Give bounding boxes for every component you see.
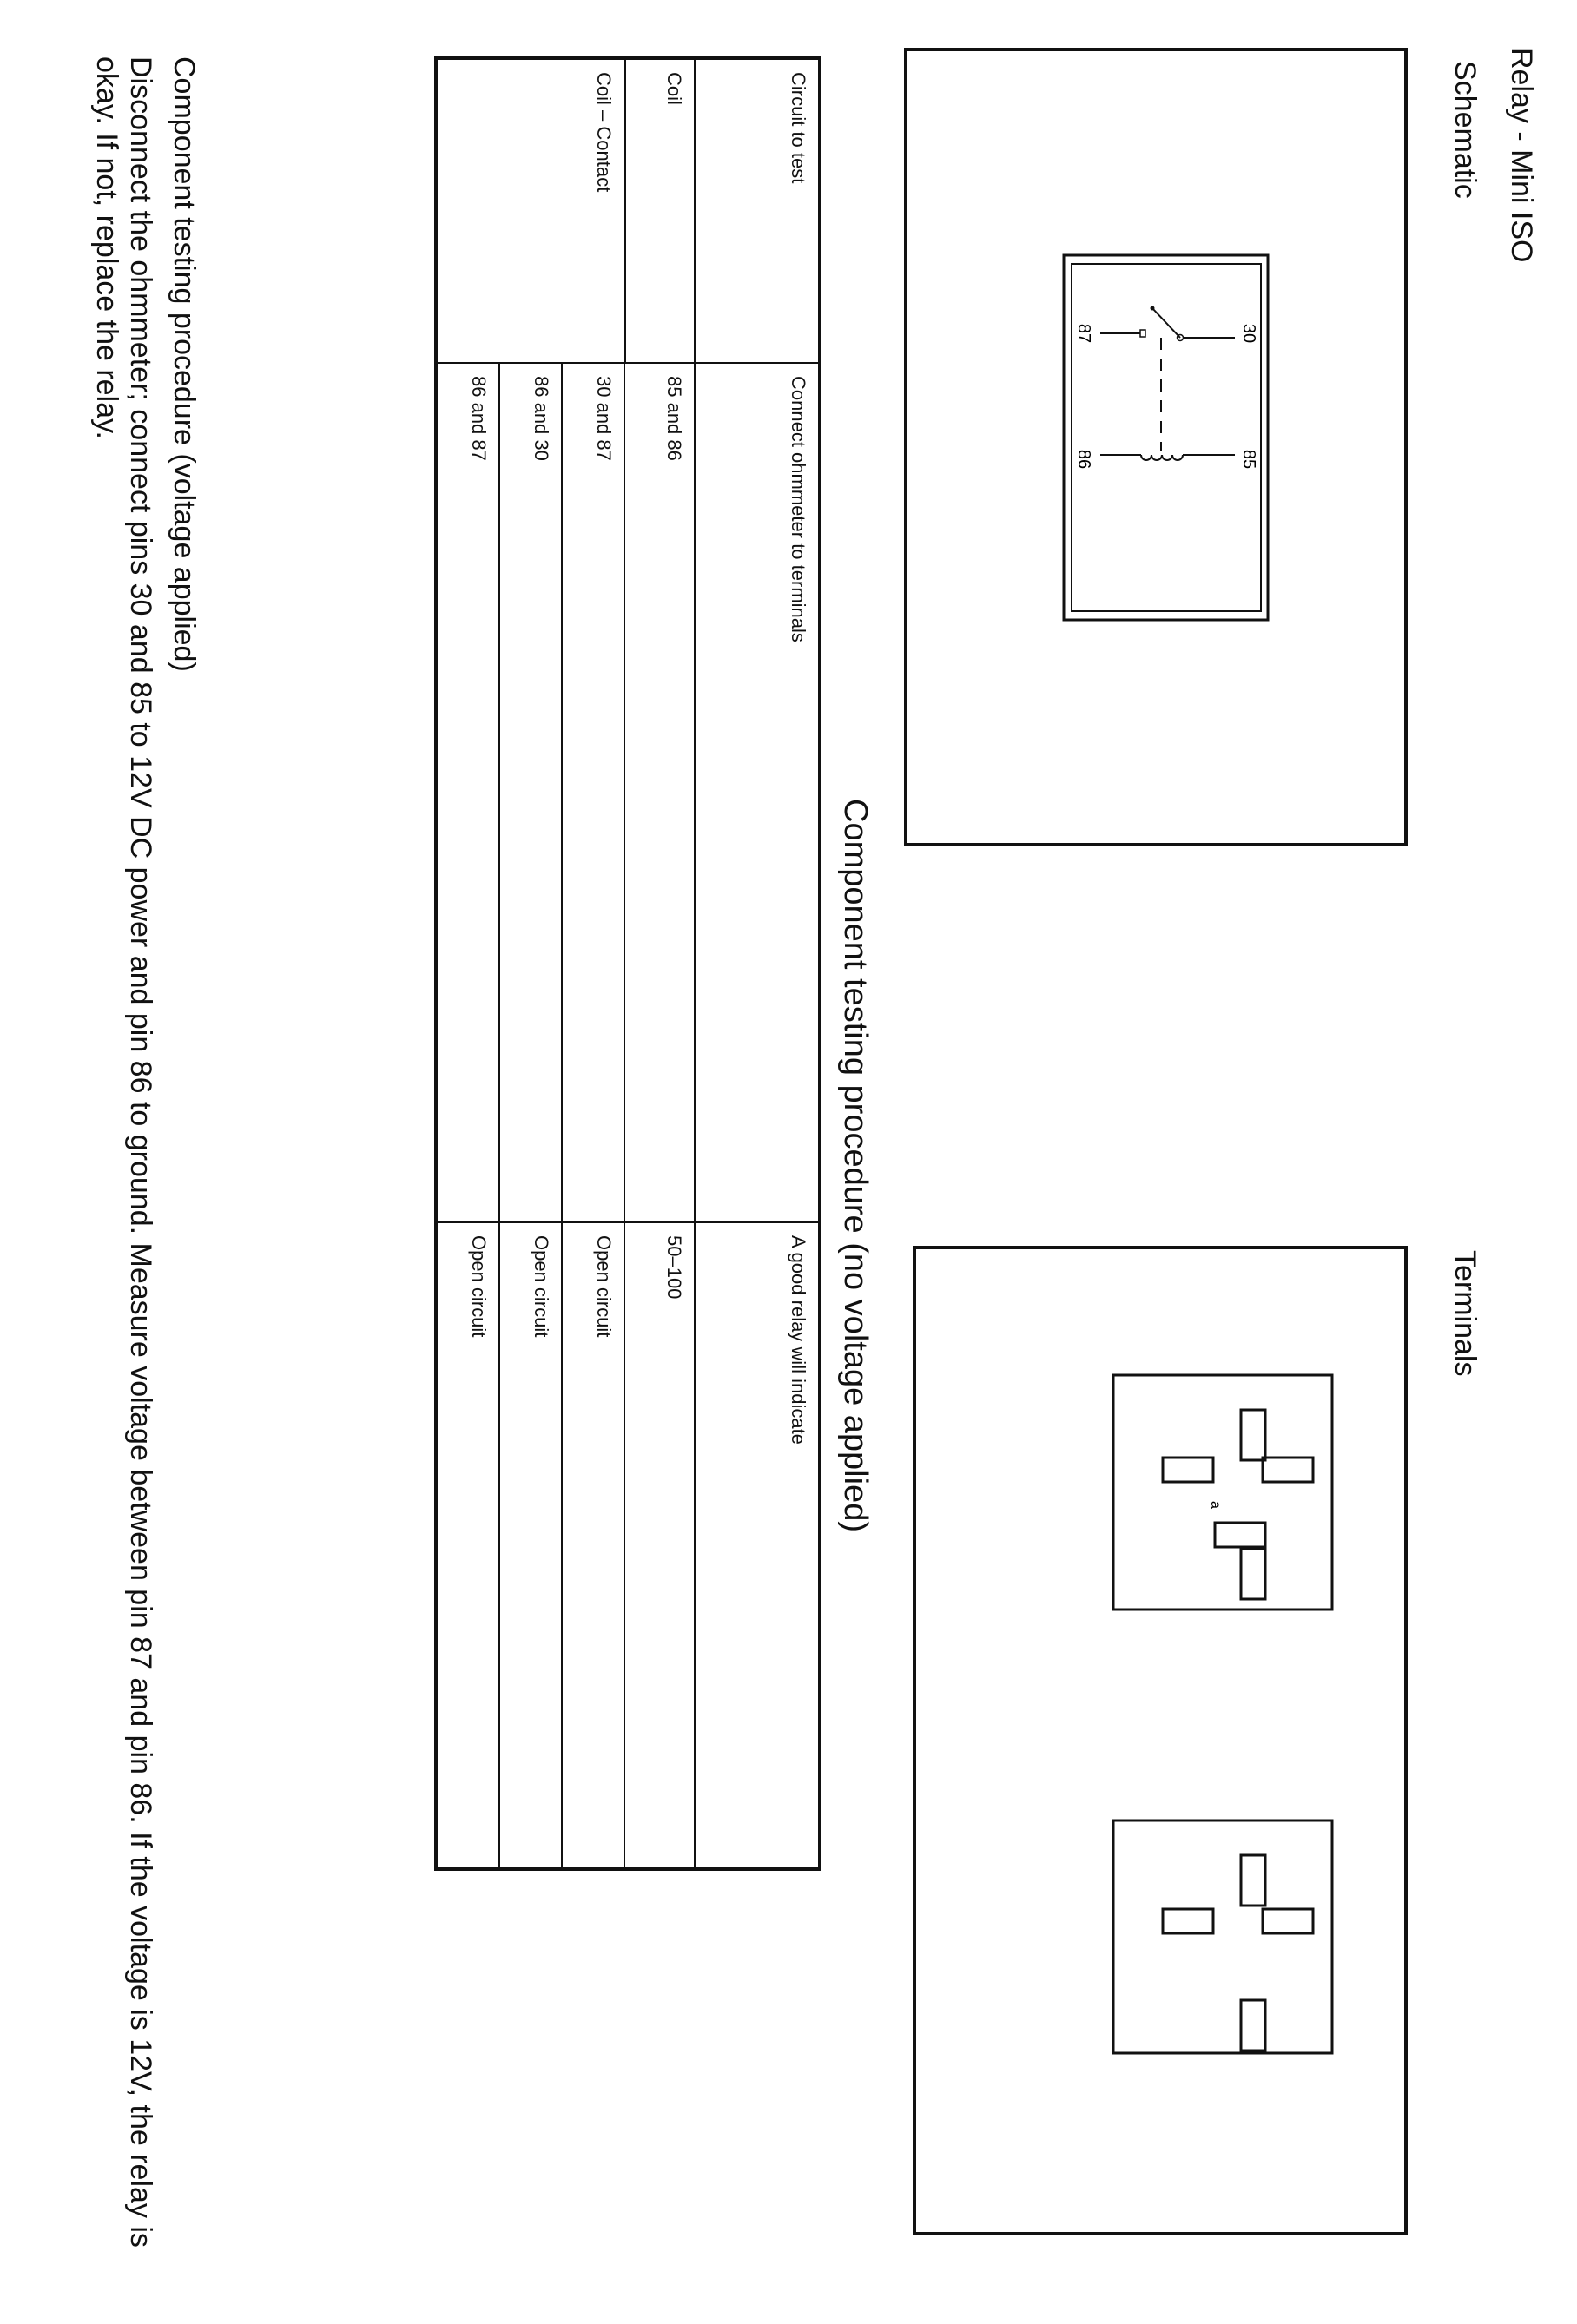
page-title: Relay - Mini ISO — [1505, 48, 1538, 263]
terminals-svg — [916, 1249, 1404, 2232]
row-circuit: Coil – Contact — [437, 58, 625, 363]
table-row — [625, 58, 696, 1869]
schematic-label: Schematic — [1448, 61, 1481, 199]
terminal-1-86 — [1241, 1549, 1265, 1599]
terminal-1-85 — [1241, 1410, 1265, 1460]
terminal-a-label: a — [1208, 1501, 1223, 1509]
row-circuit: Coil — [625, 58, 696, 363]
row-result: Open circuit — [563, 1222, 625, 1869]
pin-86-label: 86 — [1074, 449, 1093, 470]
pin-85-label: 85 — [1239, 449, 1258, 470]
relay-schematic-svg — [907, 51, 1404, 843]
voltage-test-title: Component testing procedure (voltage applied) — [168, 56, 201, 672]
relay-coil — [1141, 455, 1183, 460]
no-voltage-test-table — [435, 56, 822, 1871]
row-result: Open circuit — [500, 1222, 563, 1869]
terminals-label: Terminals — [1448, 1250, 1481, 1377]
relay-inner-frame — [1072, 264, 1261, 611]
row-pins: 30 and 87 — [563, 363, 625, 1222]
switch-contact-point — [1151, 306, 1155, 311]
terminal-1-87a — [1215, 1523, 1265, 1547]
terminal-2-85 — [1241, 1855, 1265, 1906]
header-connect: Connect ohmmeter to terminals — [696, 363, 821, 1222]
voltage-test-instructions: Disconnect the ohmmeter; connect pins 30 and 85 to 12V DC power and pin 86 to ground. Measure voltage between pin 87 and pin 86. If the voltage is 12V, the relay is okay. If not, replace the relay. — [89, 56, 157, 2248]
row-pins: 86 and 87 — [437, 363, 500, 1222]
terminal-2-30 — [1263, 1909, 1313, 1933]
terminals-diagram — [913, 1246, 1408, 2235]
row-result: Open circuit — [437, 1222, 500, 1869]
pin-30-label: 30 — [1239, 323, 1258, 344]
header-circuit: Circuit to test — [788, 72, 809, 184]
header-indicate: A good relay will indicate — [696, 1222, 821, 1869]
terminal-block-2 — [1113, 1820, 1332, 2053]
table-header-row — [696, 58, 821, 1869]
terminal-block-1 — [1113, 1375, 1332, 1610]
pin-87-label: 87 — [1074, 323, 1093, 344]
terminal-1-30 — [1263, 1458, 1313, 1482]
row-result: 50–100 — [625, 1222, 696, 1869]
relay-outer-frame — [1064, 255, 1268, 620]
terminal-2-87 — [1163, 1909, 1213, 1933]
table-row — [563, 58, 625, 1869]
pin-87-contact — [1140, 330, 1145, 337]
no-voltage-test-title: Component testing procedure (no voltage applied) — [837, 799, 874, 1532]
row-pins: 86 and 30 — [500, 363, 563, 1222]
row-pins: 85 and 86 — [625, 363, 696, 1222]
schematic-diagram — [904, 48, 1408, 846]
switch-arm — [1152, 308, 1180, 338]
terminal-1-87 — [1163, 1458, 1213, 1482]
terminal-2-86 — [1241, 2000, 1265, 2051]
